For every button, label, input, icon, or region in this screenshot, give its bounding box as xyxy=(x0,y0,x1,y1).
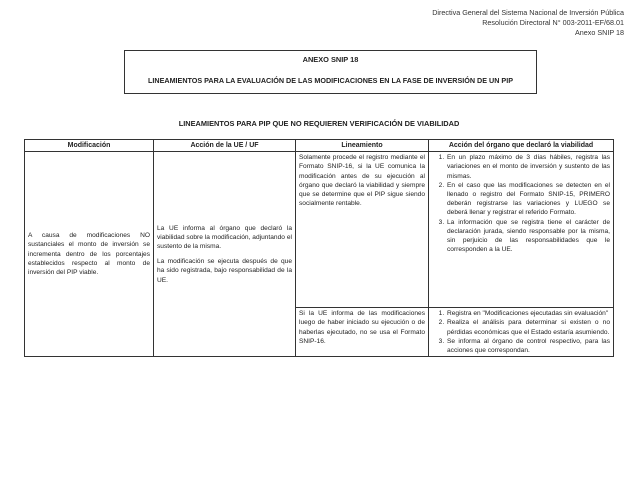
list-item: 1. En un plazo máximo de 3 días hábiles, registra las variaciones en el monto de inversión y sustento de las mismas. xyxy=(446,153,610,181)
header-modificacion: Modificación xyxy=(25,140,154,152)
modificacion-cell xyxy=(25,152,154,357)
header-directive: Directiva General del Sistema Nacional de Inversión Pública xyxy=(432,8,624,17)
lineamiento-cell-2 xyxy=(296,308,429,357)
annex-title-box xyxy=(124,50,537,94)
table-header-row xyxy=(25,140,614,152)
document-header xyxy=(432,8,624,38)
list-item: 2. Realiza el análisis para determinar si existen o no pérdidas económicas que el Estado estaría asumiendo. xyxy=(446,318,610,336)
accion-organo-cell-1 xyxy=(429,152,614,308)
header-lineamiento: Lineamiento xyxy=(296,140,429,152)
list-item: 1. Registra en "Modificaciones ejecutadas sin evaluación" xyxy=(446,309,610,318)
lineamiento-text-2: Si la UE informa de las modificaciones luego de haber iniciado su ejecución o de haberlas ejecutado, no se usa el Formato SNIP-16. xyxy=(299,310,425,345)
accion-organo-list-2 xyxy=(432,309,610,355)
header-resolution: Resolución Directoral N° 003-2011-EF/68.01 xyxy=(482,18,624,27)
modificacion-text: A causa de modificaciones NO sustanciales el monto de inversión se incrementa dentro de los porcentajes establecidos respecto al monto de inversión del PIP viable. xyxy=(28,232,150,277)
list-item: 3. Se informa al órgano de control respectivo, para las acciones que correspondan. xyxy=(446,337,610,355)
annex-title: ANEXO SNIP 18 xyxy=(302,55,359,64)
annex-subtitle: LINEAMIENTOS PARA LA EVALUACIÓN DE LAS MODIFICACIONES EN LA FASE DE INVERSIÓN DE UN PIP xyxy=(148,76,513,85)
list-item: 3. La información que se registra tiene el carácter de declaración jurada, siendo responsable por la misma, sin perjuicio de las responsabilidades que le corresponden a la UE. xyxy=(446,218,610,255)
lineamiento-text-1: Solamente procede el registro mediante el Formato SNIP-16, si la UE comunica la modificación antes de su ejecución al órgano que declaró la viabilidad y siempre que se determine que el PIP sigue siendo socialmente rentable. xyxy=(299,154,425,208)
guidelines-table xyxy=(24,139,614,357)
list-item: 2. En el caso que las modificaciones se detecten en el llenado o registro del Formato SNIP-15, PRIMERO deberán registrarse las variaciones y LUEGO se deberá llenar y registrar el referido Formato. xyxy=(446,181,610,218)
header-annex: Anexo SNIP 18 xyxy=(574,28,624,37)
table-row xyxy=(25,152,614,308)
header-accion-ue: Acción de la UE / UF xyxy=(154,140,296,152)
accion-ue-paragraph-1: La UE informa al órgano que declaró la viabilidad sobre la modificación, adjuntando el sustento de la misma. xyxy=(157,224,292,250)
section-title: LINEAMIENTOS PARA PIP QUE NO REQUIEREN VERIFICACIÓN DE VIABILIDAD xyxy=(178,119,460,128)
accion-ue-paragraph-2: La modificación se ejecuta después de que ha sido registrada, bajo responsabilidad de la UE. xyxy=(157,258,292,284)
header-accion-organo: Acción del órgano que declaró la viabilidad xyxy=(429,140,614,152)
accion-organo-list-1 xyxy=(432,153,610,254)
lineamiento-cell-1 xyxy=(296,152,429,308)
accion-organo-cell-2 xyxy=(429,308,614,357)
accion-ue-cell xyxy=(154,152,296,357)
